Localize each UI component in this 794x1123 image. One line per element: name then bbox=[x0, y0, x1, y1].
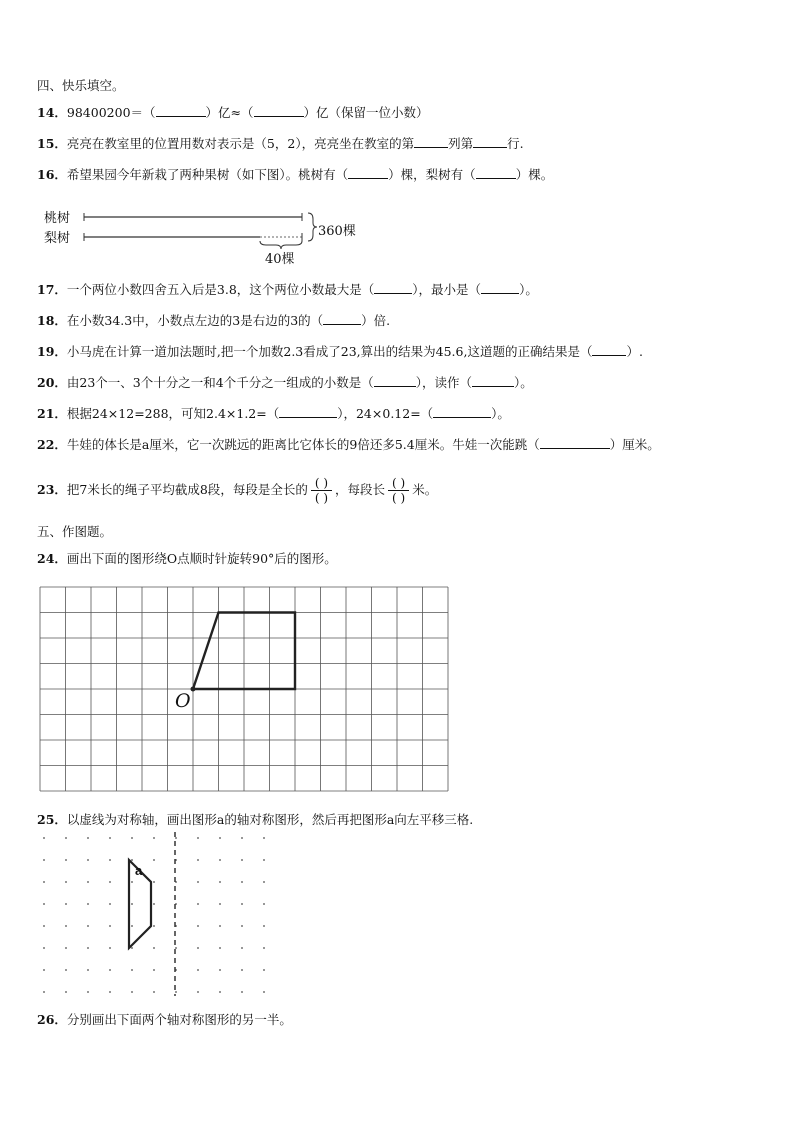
answer-blank[interactable] bbox=[279, 417, 337, 418]
tree-diagram bbox=[40, 205, 370, 265]
answer-blank[interactable] bbox=[433, 417, 491, 418]
answer-blank[interactable] bbox=[374, 293, 412, 294]
point-o bbox=[191, 687, 196, 692]
question-21: 21．根据24×12=288，可知2.4×1.2=（ ），24×0.12=（ ）。 bbox=[37, 406, 510, 421]
question-23: 23．把7米长的绳子平均截成8段，每段是全长的 $\frac{( )}{( )}$ ，每段长 $\frac{( )}{( )}$ 米。 bbox=[37, 476, 438, 505]
question-17: 17．一个两位小数四舍五入后是3.8，这个两位小数最大是（ ），最小是（ ）。 bbox=[37, 282, 538, 297]
answer-blank[interactable] bbox=[476, 178, 516, 179]
total-label: 360棵 bbox=[318, 224, 356, 239]
section-5-title: 五、作图题。 bbox=[37, 524, 113, 539]
answer-blank[interactable] bbox=[156, 116, 206, 117]
question-20: 20．由23个一、3个十分之一和4个千分之一组成的小数是（ ），读作（ ）。 bbox=[37, 375, 533, 390]
answer-blank[interactable] bbox=[414, 147, 448, 148]
fraction-answer[interactable]: $\frac{( )}{( )}$ bbox=[311, 476, 332, 505]
answer-blank[interactable] bbox=[472, 386, 514, 387]
question-18: 18．在小数34.3中，小数点左边的3是右边的3的（ ）倍. bbox=[37, 313, 391, 328]
question-25: 25．以虚线为对称轴，画出图形a的轴对称图形，然后再把图形a向左平移三格. bbox=[37, 812, 474, 827]
rotation-grid bbox=[38, 585, 450, 797]
answer-blank[interactable] bbox=[540, 448, 610, 449]
point-o-label: O bbox=[175, 690, 191, 712]
peach-label: 桃树 bbox=[44, 211, 71, 226]
answer-blank[interactable] bbox=[473, 147, 507, 148]
question-19: 19．小马虎在计算一道加法题时,把一个加数2.3看成了23,算出的结果为45.6,这道题的正确结果是（ ）. bbox=[37, 344, 643, 359]
diff-label: 40棵 bbox=[265, 252, 295, 267]
answer-blank[interactable] bbox=[374, 386, 416, 387]
answer-blank[interactable] bbox=[481, 293, 519, 294]
question-24: 24．画出下面的图形绕O点顺时针旋转90°后的图形。 bbox=[37, 551, 337, 566]
question-15: 15．亮亮在教室里的位置用数对表示是（5，2），亮亮坐在教室的第 列第 行. bbox=[37, 136, 524, 151]
dot-grid bbox=[36, 830, 276, 1000]
answer-blank[interactable] bbox=[323, 324, 361, 325]
question-26: 26．分别画出下面两个轴对称图形的另一半。 bbox=[37, 1012, 292, 1027]
section-4-title: 四、快乐填空。 bbox=[37, 78, 125, 93]
fraction-answer[interactable]: $\frac{( )}{( )}$ bbox=[388, 476, 409, 505]
answer-blank[interactable] bbox=[348, 178, 388, 179]
answer-blank[interactable] bbox=[592, 355, 626, 356]
question-14: 14．98400200＝（ ）亿≈（ ）亿（保留一位小数） bbox=[37, 105, 429, 120]
question-16: 16．希望果园今年新栽了两种果树（如下图）。桃树有（ ）棵，梨树有（ ）棵。 bbox=[37, 167, 554, 182]
question-22: 22．牛娃的体长是a厘米，它一次跳远的距离比它体长的9倍还多5.4厘米。牛娃一次能跳（ ）厘米。 bbox=[37, 437, 660, 452]
shape-a-label: a bbox=[135, 863, 143, 878]
pear-label: 梨树 bbox=[44, 231, 71, 246]
answer-blank[interactable] bbox=[254, 116, 304, 117]
